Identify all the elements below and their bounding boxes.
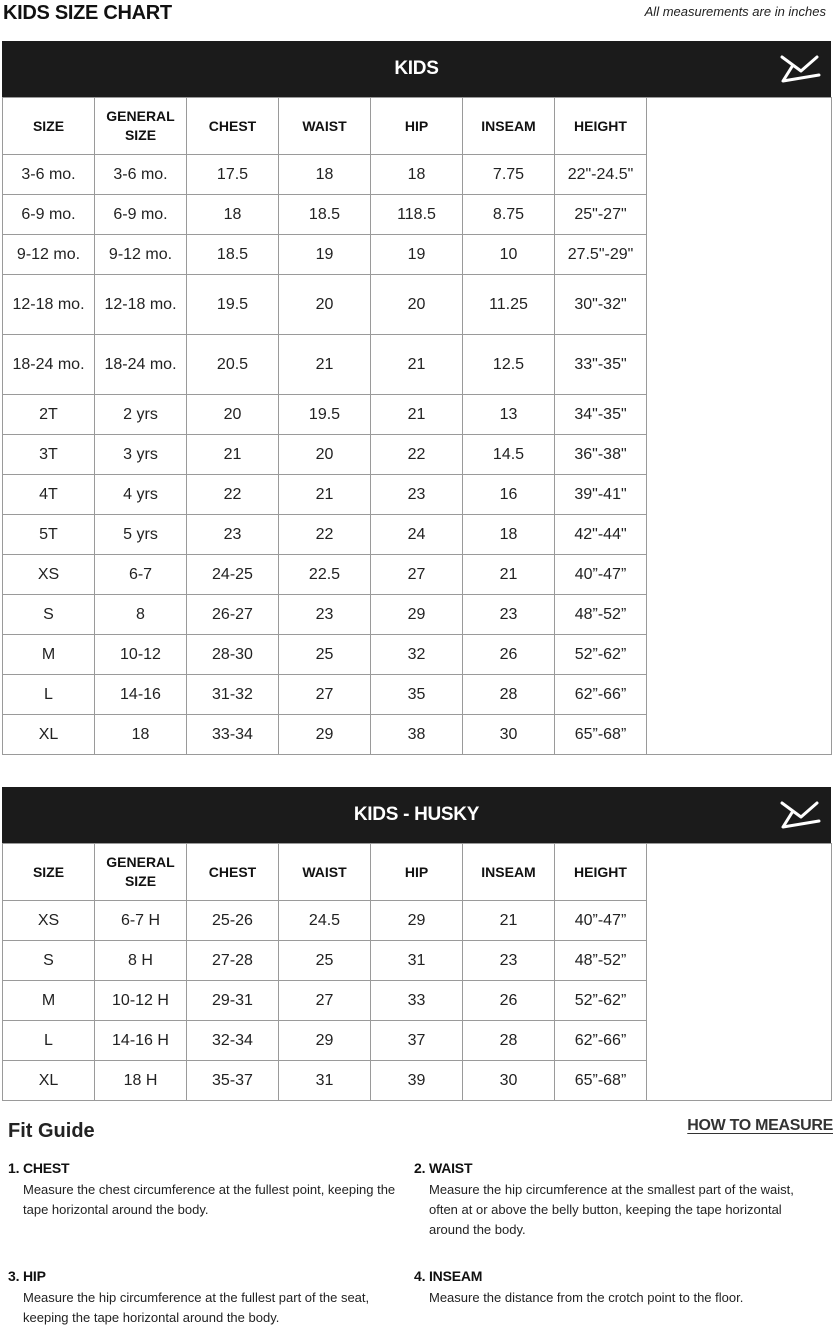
- table-cell: 3-6 mo.: [3, 155, 95, 195]
- table-row: [3, 515, 832, 555]
- table-cell: 65”-68”: [555, 715, 647, 755]
- blank-cell: [647, 335, 832, 395]
- table-cell: 7.75: [463, 155, 555, 195]
- table-cell: 118.5: [371, 195, 463, 235]
- brand-logo-icon: [779, 799, 821, 831]
- blank-cell: [647, 1061, 832, 1101]
- table-cell: M: [3, 981, 95, 1021]
- table-cell: 3 yrs: [95, 435, 187, 475]
- table-row: [3, 435, 832, 475]
- guide-label: 2. WAIST: [414, 1160, 473, 1176]
- table-cell: 29: [279, 1021, 371, 1061]
- table-cell: 32: [371, 635, 463, 675]
- blank-cell: [647, 435, 832, 475]
- husky-chart-header: [2, 787, 831, 843]
- table-cell: 8: [95, 595, 187, 635]
- fit-guide-title: Fit Guide: [8, 1120, 95, 1142]
- table-cell: 24-25: [187, 555, 279, 595]
- how-to-measure-link[interactable]: HOW TO MEASURE: [687, 1117, 833, 1134]
- blank-cell: [647, 98, 832, 155]
- guide-label: 4. INSEAM: [414, 1268, 483, 1284]
- fit-guide-waist: [414, 1160, 804, 1240]
- table-cell: S: [3, 941, 95, 981]
- table-cell: 39"-41": [555, 475, 647, 515]
- table-cell: 30: [463, 715, 555, 755]
- table-cell: 42"-44": [555, 515, 647, 555]
- kids-chart-title: KIDS: [394, 58, 439, 79]
- table-cell: L: [3, 675, 95, 715]
- table-cell: 20: [279, 275, 371, 335]
- table-cell: 10: [463, 235, 555, 275]
- table-cell: 19.5: [187, 275, 279, 335]
- table-cell: 18: [95, 715, 187, 755]
- table-cell: 8.75: [463, 195, 555, 235]
- column-header: INSEAM: [463, 844, 555, 901]
- fit-guide-chest: [8, 1160, 398, 1220]
- column-header: GENERAL SIZE: [95, 844, 187, 901]
- blank-cell: [647, 981, 832, 1021]
- table-cell: XS: [3, 555, 95, 595]
- table-cell: 27: [279, 981, 371, 1021]
- table-cell: 4T: [3, 475, 95, 515]
- table-cell: 20: [279, 435, 371, 475]
- table-cell: 4 yrs: [95, 475, 187, 515]
- table-cell: 18-24 mo.: [95, 335, 187, 395]
- table-row: [3, 275, 832, 335]
- table-cell: 17.5: [187, 155, 279, 195]
- kids-size-table: [2, 97, 832, 755]
- guide-label: 3. HIP: [8, 1268, 46, 1284]
- table-row: [3, 675, 832, 715]
- table-cell: 31: [371, 941, 463, 981]
- kids-chart-header: [2, 41, 831, 97]
- husky-size-chart: [2, 787, 831, 1101]
- column-header: GENERAL SIZE: [95, 98, 187, 155]
- table-row: [3, 195, 832, 235]
- table-cell: 9-12 mo.: [95, 235, 187, 275]
- table-cell: 22: [279, 515, 371, 555]
- blank-cell: [647, 155, 832, 195]
- table-cell: 14.5: [463, 435, 555, 475]
- table-cell: 65”-68”: [555, 1061, 647, 1101]
- table-cell: XL: [3, 1061, 95, 1101]
- table-cell: 35: [371, 675, 463, 715]
- table-header-row: [3, 844, 832, 901]
- table-cell: 11.25: [463, 275, 555, 335]
- table-cell: 14-16 H: [95, 1021, 187, 1061]
- blank-cell: [647, 844, 832, 901]
- table-row: [3, 1021, 832, 1061]
- table-cell: 12-18 mo.: [95, 275, 187, 335]
- table-cell: 27: [279, 675, 371, 715]
- table-cell: 22.5: [279, 555, 371, 595]
- table-cell: 18.5: [187, 235, 279, 275]
- table-cell: 20: [371, 275, 463, 335]
- blank-cell: [647, 635, 832, 675]
- table-cell: 18: [187, 195, 279, 235]
- table-cell: 13: [463, 395, 555, 435]
- table-cell: 22: [187, 475, 279, 515]
- table-cell: 23: [463, 595, 555, 635]
- blank-cell: [647, 475, 832, 515]
- table-row: [3, 595, 832, 635]
- guide-text: Measure the hip circumference at the smallest part of the waist, often at or above the belly button, keeping the tape horizontal around the body.: [429, 1182, 794, 1237]
- table-cell: 18: [463, 515, 555, 555]
- table-cell: 18 H: [95, 1061, 187, 1101]
- table-cell: 29-31: [187, 981, 279, 1021]
- blank-cell: [647, 515, 832, 555]
- table-cell: 40”-47”: [555, 901, 647, 941]
- blank-cell: [647, 715, 832, 755]
- table-cell: 9-12 mo.: [3, 235, 95, 275]
- table-cell: 48”-52”: [555, 595, 647, 635]
- table-cell: 28-30: [187, 635, 279, 675]
- table-cell: 26-27: [187, 595, 279, 635]
- table-cell: 20: [187, 395, 279, 435]
- guide-text: Measure the distance from the crotch point to the floor.: [429, 1290, 744, 1305]
- table-cell: 28: [463, 1021, 555, 1061]
- husky-size-table: [2, 843, 832, 1101]
- table-cell: 25-26: [187, 901, 279, 941]
- table-cell: 33"-35": [555, 335, 647, 395]
- table-cell: 28: [463, 675, 555, 715]
- blank-cell: [647, 941, 832, 981]
- table-cell: 25"-27": [555, 195, 647, 235]
- table-cell: 18-24 mo.: [3, 335, 95, 395]
- table-cell: 18: [279, 155, 371, 195]
- table-cell: 27: [371, 555, 463, 595]
- table-row: [3, 555, 832, 595]
- table-cell: 31-32: [187, 675, 279, 715]
- table-cell: 14-16: [95, 675, 187, 715]
- brand-logo-icon: [779, 53, 821, 85]
- table-cell: 36"-38": [555, 435, 647, 475]
- table-cell: 2 yrs: [95, 395, 187, 435]
- fit-guide-hip: [8, 1268, 398, 1328]
- table-cell: 25: [279, 941, 371, 981]
- table-row: [3, 475, 832, 515]
- column-header: SIZE: [3, 98, 95, 155]
- table-cell: 12.5: [463, 335, 555, 395]
- table-cell: 3-6 mo.: [95, 155, 187, 195]
- table-cell: 52”-62”: [555, 981, 647, 1021]
- table-cell: 3T: [3, 435, 95, 475]
- column-header: WAIST: [279, 844, 371, 901]
- table-cell: 10-12: [95, 635, 187, 675]
- kids-size-chart: [2, 41, 831, 755]
- table-cell: 23: [279, 595, 371, 635]
- table-cell: 22"-24.5": [555, 155, 647, 195]
- table-cell: 21: [371, 335, 463, 395]
- page-title: KIDS SIZE CHART: [3, 2, 172, 24]
- blank-cell: [647, 675, 832, 715]
- table-cell: 26: [463, 635, 555, 675]
- table-cell: 6-9 mo.: [3, 195, 95, 235]
- table-row: [3, 981, 832, 1021]
- table-cell: 8 H: [95, 941, 187, 981]
- column-header: HIP: [371, 98, 463, 155]
- table-cell: 10-12 H: [95, 981, 187, 1021]
- table-cell: 27-28: [187, 941, 279, 981]
- table-cell: 23: [187, 515, 279, 555]
- table-cell: 34"-35": [555, 395, 647, 435]
- table-cell: 38: [371, 715, 463, 755]
- table-row: [3, 715, 832, 755]
- blank-cell: [647, 395, 832, 435]
- blank-cell: [647, 595, 832, 635]
- table-cell: 27.5"-29": [555, 235, 647, 275]
- blank-cell: [647, 1021, 832, 1061]
- table-row: [3, 941, 832, 981]
- blank-cell: [647, 555, 832, 595]
- table-cell: 30"-32": [555, 275, 647, 335]
- table-cell: 29: [371, 901, 463, 941]
- table-cell: 24.5: [279, 901, 371, 941]
- table-cell: 21: [187, 435, 279, 475]
- guide-text: Measure the chest circumference at the fullest point, keeping the tape horizontal around the body.: [23, 1182, 396, 1217]
- blank-cell: [647, 901, 832, 941]
- table-cell: 20.5: [187, 335, 279, 395]
- table-row: [3, 395, 832, 435]
- table-cell: 6-7: [95, 555, 187, 595]
- table-row: [3, 155, 832, 195]
- column-header: HIP: [371, 844, 463, 901]
- table-cell: 26: [463, 981, 555, 1021]
- table-cell: 37: [371, 1021, 463, 1061]
- table-row: [3, 635, 832, 675]
- column-header: HEIGHT: [555, 98, 647, 155]
- table-cell: 16: [463, 475, 555, 515]
- table-cell: 62”-66”: [555, 1021, 647, 1061]
- column-header: CHEST: [187, 844, 279, 901]
- table-cell: 19: [371, 235, 463, 275]
- table-cell: 48”-52”: [555, 941, 647, 981]
- table-cell: 19: [279, 235, 371, 275]
- table-cell: 52”-62”: [555, 635, 647, 675]
- column-header: SIZE: [3, 844, 95, 901]
- table-row: [3, 1061, 832, 1101]
- table-cell: 12-18 mo.: [3, 275, 95, 335]
- table-cell: XS: [3, 901, 95, 941]
- table-cell: 33: [371, 981, 463, 1021]
- table-cell: 29: [279, 715, 371, 755]
- table-cell: L: [3, 1021, 95, 1061]
- guide-text: Measure the hip circumference at the fullest part of the seat, keeping the tape horizontal around the body.: [23, 1290, 370, 1325]
- blank-cell: [647, 275, 832, 335]
- table-cell: 6-7 H: [95, 901, 187, 941]
- column-header: HEIGHT: [555, 844, 647, 901]
- table-row: [3, 901, 832, 941]
- table-cell: 25: [279, 635, 371, 675]
- table-cell: XL: [3, 715, 95, 755]
- column-header: INSEAM: [463, 98, 555, 155]
- blank-cell: [647, 235, 832, 275]
- table-cell: 31: [279, 1061, 371, 1101]
- table-cell: 29: [371, 595, 463, 635]
- table-cell: 6-9 mo.: [95, 195, 187, 235]
- table-cell: 5 yrs: [95, 515, 187, 555]
- table-cell: 39: [371, 1061, 463, 1101]
- table-cell: 5T: [3, 515, 95, 555]
- column-header: CHEST: [187, 98, 279, 155]
- fit-guide-inseam: [414, 1268, 804, 1308]
- table-cell: 30: [463, 1061, 555, 1101]
- table-cell: 21: [371, 395, 463, 435]
- guide-label: 1. CHEST: [8, 1160, 70, 1176]
- table-cell: 40”-47”: [555, 555, 647, 595]
- column-header: WAIST: [279, 98, 371, 155]
- table-cell: 22: [371, 435, 463, 475]
- table-cell: 2T: [3, 395, 95, 435]
- table-cell: 21: [463, 901, 555, 941]
- units-note: All measurements are in inches: [644, 4, 826, 19]
- table-cell: 19.5: [279, 395, 371, 435]
- table-cell: 18.5: [279, 195, 371, 235]
- table-cell: 21: [463, 555, 555, 595]
- table-cell: M: [3, 635, 95, 675]
- table-row: [3, 235, 832, 275]
- table-cell: 23: [463, 941, 555, 981]
- table-cell: 32-34: [187, 1021, 279, 1061]
- table-cell: 21: [279, 335, 371, 395]
- table-cell: 62”-66”: [555, 675, 647, 715]
- blank-cell: [647, 195, 832, 235]
- table-cell: 35-37: [187, 1061, 279, 1101]
- table-cell: S: [3, 595, 95, 635]
- table-cell: 18: [371, 155, 463, 195]
- table-row: [3, 335, 832, 395]
- table-header-row: [3, 98, 832, 155]
- table-cell: 21: [279, 475, 371, 515]
- husky-chart-title: KIDS - HUSKY: [353, 804, 480, 825]
- table-cell: 23: [371, 475, 463, 515]
- table-cell: 24: [371, 515, 463, 555]
- table-cell: 33-34: [187, 715, 279, 755]
